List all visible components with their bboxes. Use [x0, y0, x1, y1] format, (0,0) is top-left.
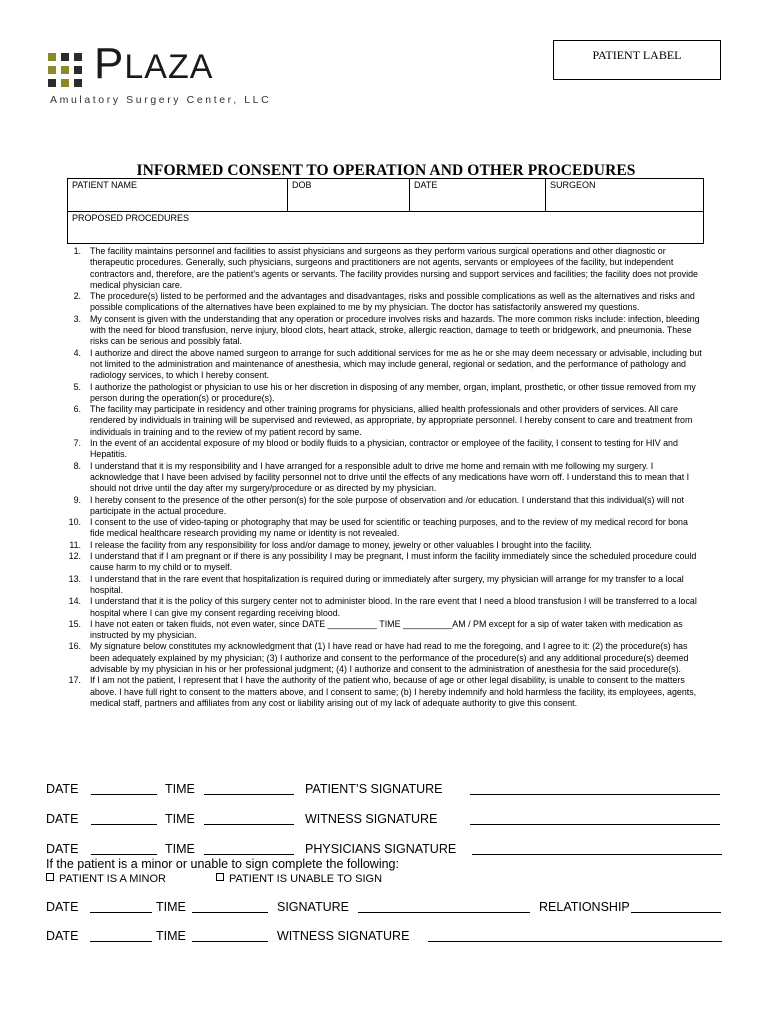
consent-items-list — [67, 246, 703, 709]
unable-checkbox[interactable] — [216, 873, 224, 881]
time-label: TIME — [156, 929, 186, 943]
unable-option-label: PATIENT IS UNABLE TO SIGN — [229, 873, 383, 885]
patient-time-line[interactable] — [204, 782, 294, 795]
time-label: TIME — [165, 812, 195, 826]
list-item: 17. If I am not the patient, I represent that I have the authority of the patient who, because of age or other legal disability, is unable to consent to the matters above. I have full right to consent to the matters above, and I consent to same; (b) I hereby indemnify and hold harmless the facility, its employees, agents, medical staff, partners and affiliates from any cost or liability arising out of my lack of adequate authority to give this consent. — [68, 675, 697, 708]
witness2-time-line[interactable] — [192, 929, 268, 942]
list-item: 14. I understand that it is the policy of this surgery center not to administer blood. In the rare event that I need a blood transfusion I will be transferred to a local hospital where I can give my consent regarding receiving blood. — [68, 596, 697, 618]
list-item: 8. I understand that it is my responsibility and I have arranged for a responsible adult to drive me home and remain with me following my surgery. I acknowledge that I have been advised by facility personnel not to drive until the effects of any medications have worn off. I understand this to mean that I should not drive until the day after my surgery/procedure or as directed by my physician. — [73, 460, 690, 494]
patient-signature-label: PATIENT’S SIGNATURE — [305, 782, 443, 796]
patient-date-line[interactable] — [91, 782, 157, 795]
physician-time-line[interactable] — [204, 842, 294, 855]
list-item: 12. I understand that if I am pregnant or if there is any possibility I may be pregnant, I must inform the facility immediately since the scheduled procedure could cause harm to my child or to myself. — [68, 551, 697, 573]
minor-checkbox[interactable] — [46, 873, 54, 881]
physicians-signature-line[interactable] — [472, 842, 722, 855]
guardian-time-line[interactable] — [192, 900, 268, 913]
witness2-signature-line[interactable] — [428, 929, 722, 942]
witness-signature-2-label: WITNESS SIGNATURE — [277, 929, 410, 943]
surgeon-label: SURGEON — [550, 180, 596, 190]
date-label: DATE — [46, 782, 79, 796]
surgeon-field[interactable] — [546, 179, 704, 212]
patient-name-field[interactable] — [68, 179, 288, 212]
list-item: 10. I consent to the use of video-taping or photography that may be used for scientific or teaching purposes, and to the review of my medical record for bona fide medical healthcare research providing my name or identity is not revealed. — [68, 517, 688, 539]
list-item: 9. I hereby consent to the presence of the other person(s) for the sole purpose of observation and /or education. I understand that this individual(s) will not participate in the actual procedure. — [73, 494, 684, 516]
plaza-logo — [48, 39, 288, 110]
list-item: 5. I authorize the pathologist or physician to use his or her discretion in disposing of any member, organ, implant, prosthetic, or other tissue removed from my person during the operation(s) or procedure(s). — [73, 381, 696, 403]
patient-label-box: PATIENT LABEL — [553, 40, 721, 80]
list-item: 6. The facility may participate in residency and other training programs for physicians, allied health professionals and other providers of services. All care rendered by individuals in training will be supervised and reviewed, as appropriate, by appropriate personnel. I hereby consent to care and treatment from individuals in training and to the review of my patient record by same. — [73, 404, 693, 437]
logo-subtitle: Amulatory Surgery Center, LLC — [50, 94, 272, 106]
date-label: DATE — [46, 812, 79, 826]
relationship-label: RELATIONSHIP — [539, 900, 630, 914]
minor-option-label: PATIENT IS A MINOR — [59, 873, 166, 885]
list-item: 16. My signature below constitutes my acknowledgment that (1) I have read or have had read to me the foregoing, and I agree to it: (2) the procedure(s) has been adequately explained by my physician; (3) I authorize and consent to the performance of the procedure(s) and any additional procedure(s) deemed advisable by my physician in his or her professional judgment; (4) I authorize and consent to the administration of anesthesia for the said procedure(s). — [68, 641, 689, 674]
proposed-procedures-label: PROPOSED PROCEDURES — [72, 213, 190, 223]
list-item: 2. The procedure(s) listed to be performed and the advantages and disadvantages, risks and possible complications as well as the alternatives and risks and possible complications of the alternatives have been explained to me by my physician. The doctor has satisfactorily answered my questions. — [73, 291, 695, 313]
list-item: 4. I authorize and direct the above named surgeon to arrange for such additional services for me as he or she may deem necessary or advisable, including but not limited to the administration and maintenance of anesthesia, which may include general, regional or sedation, and the performance of pathology and radiology services, to which I hereby consent. — [73, 347, 702, 381]
list-item: 1. The facility maintains personnel and facilities to assist physicians and surgeons as they perform various surgical operations and other diagnostic or therapeutic procedures. Generally, such physicians, surgeons and practitioners are not agents, servants or employees of the facility, but independent contractors and, therefore, are the patient’s agents or servants. The facility provides nursing and support services and facilities; the facility does not provide medical physician care. — [73, 246, 698, 290]
witness-signature-label: WITNESS SIGNATURE — [305, 812, 438, 826]
minor-option[interactable] — [46, 873, 166, 885]
witness-time-line[interactable] — [204, 812, 294, 825]
date-field[interactable] — [410, 179, 546, 212]
form-title: INFORMED CONSENT TO OPERATION AND OTHER PROCEDURES — [136, 162, 636, 179]
patient-signature-row — [46, 782, 78, 796]
dob-field[interactable] — [288, 179, 410, 212]
minor-instruction: If the patient is a minor or unable to sign complete the following: — [46, 857, 399, 871]
witness-signature-line[interactable] — [470, 812, 720, 825]
logo-wordmark: PLAZA — [94, 39, 214, 88]
list-item: 3. My consent is given with the understanding that any operation or procedure involves risks and hazards. The more common risks include: infection, bleeding with the need for blood transfusion, nerve injury, blood clots, heart attack, stroke, allergic reaction, damage to teeth or bridgework, and pneumonia. These risks can be serious and possibly fatal. — [73, 313, 700, 347]
guardian-signature-line[interactable] — [358, 900, 530, 913]
dob-label: DOB — [292, 180, 312, 190]
witness2-date-line[interactable] — [90, 929, 152, 942]
list-item: 7. In the event of an accidental exposure of my blood or bodily fluids to a physician, contractor or employee of the facility, I consent to testing for HIV and Hepatitis. — [73, 438, 678, 460]
date-label: DATE — [46, 842, 79, 856]
date-label: DATE — [46, 900, 79, 914]
proposed-procedures-field[interactable] — [67, 211, 704, 244]
list-item: 13. I understand that in the rare event that hospitalization is required during or immediately after surgery, my physician will arrange for my transfer to a local hospital. — [68, 573, 684, 595]
patient-signature-line[interactable] — [470, 782, 720, 795]
guardian-date-line[interactable] — [90, 900, 152, 913]
patient-name-label: PATIENT NAME — [72, 180, 138, 190]
date-label: DATE — [46, 929, 79, 943]
logo-dots-icon — [48, 53, 92, 87]
patient-info-table — [67, 178, 704, 212]
unable-option[interactable] — [216, 873, 382, 885]
physicians-signature-label: PHYSICIANS SIGNATURE — [305, 842, 457, 856]
relationship-line[interactable] — [631, 900, 721, 913]
witness-date-line[interactable] — [91, 812, 157, 825]
time-label: TIME — [165, 842, 195, 856]
physician-date-line[interactable] — [91, 842, 157, 855]
time-label: TIME — [165, 782, 195, 796]
date-label: DATE — [414, 180, 438, 190]
list-item: 15. I have not eaten or taken fluids, not even water, since DATE __________ TIME __________AM / PM except for a sip of water taken with medication as instructed by my physician. — [68, 618, 683, 641]
list-item: 11. I release the facility from any responsibility for loss and/or damage to money, jewelry or other valuables I brought into the facility. — [69, 539, 592, 550]
time-label: TIME — [156, 900, 186, 914]
signature-label: SIGNATURE — [277, 900, 349, 914]
